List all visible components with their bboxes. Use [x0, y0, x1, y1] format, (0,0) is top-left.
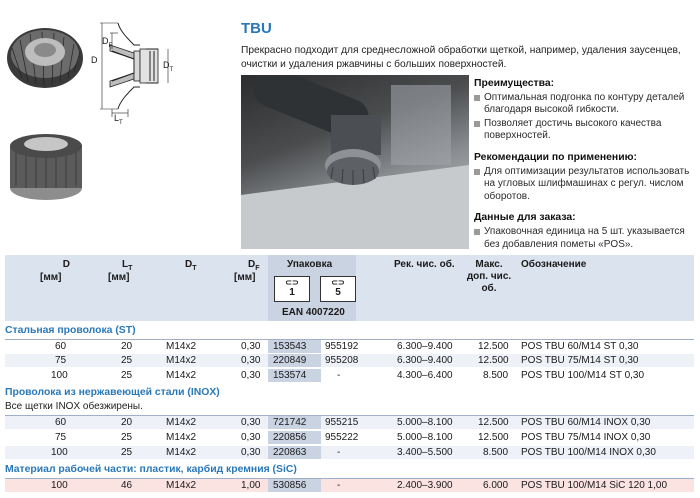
application-photo	[241, 75, 469, 249]
table-row: 100 25 M14x2 0,30 153574 - 4.300–6.400 8.500 POS TBU 100/M14 ST 0,30	[51, 370, 645, 381]
table-row: 75 25 M14x2 0,30 220856 955222 5.000–8.100 12.500 POS TBU 75/M14 INOX 0,30	[55, 432, 651, 443]
section-subtitle-inox: Все щетки INOX обезжирены.	[5, 401, 143, 412]
col-lt-unit: [мм]	[108, 272, 130, 283]
info-panel	[474, 78, 696, 260]
order-info-list	[474, 226, 696, 251]
col-df-unit: [мм]	[234, 272, 256, 283]
section-title-sic: Материал рабочей части: пластик, карбид кремния (SiC)	[5, 464, 297, 475]
drawing-label-df: $D_F$	[102, 36, 113, 49]
advantages-list	[474, 92, 696, 143]
drawing-label-d: D	[91, 55, 98, 65]
table-row: 100 25 M14x2 0,30 220863 - 3.400–5.500 8.500 POS TBU 100/M14 INOX 0,30	[5, 446, 694, 459]
product-title: TBU	[241, 20, 272, 37]
table-row: 60 20 M14x2 0,30 153543 955192 6.300–9.400 12.500 POS TBU 60/M14 ST 0,30	[55, 341, 639, 352]
order-info-title: Данные для заказа:	[474, 212, 576, 224]
col-d-unit: [мм]	[40, 272, 62, 283]
pack-box-1: ⊂⊃ 1	[274, 276, 310, 302]
col-name-header: Обозначение	[521, 259, 587, 270]
pack-box-5: ⊂⊃ 5	[320, 276, 356, 302]
drawing-label-dt: $D_T$	[163, 60, 174, 73]
table-row: 75 25 M14x2 0,30 220849 955208 6.300–9.400 12.500 POS TBU 75/M14 ST 0,30	[5, 354, 694, 367]
list-item: Упаковочная единица на 5 шт. указывается без добавления пометы «POS».	[474, 226, 696, 251]
recommendations-list	[474, 166, 696, 204]
advantages-title: Преимущества:	[474, 78, 555, 89]
table-row: 100 46 M14x2 1,00 530856 - 2.400–3.900 6.000 POS TBU 100/M14 SiC 120 1,00	[5, 479, 694, 492]
section-title-inox: Проволока из нержавеющей стали (INOX)	[5, 387, 220, 398]
col-max-header: Макс. доп. чис. об.	[466, 259, 512, 294]
table-row: 60 20 M14x2 0,30 721742 955215 5.000–8.100 12.500 POS TBU 60/M14 INOX 0,30	[5, 416, 694, 429]
col-dt-header: $D_T$	[185, 259, 197, 272]
sic-cup-brush-image	[4, 128, 88, 204]
col-pack-header: Упаковка	[287, 259, 333, 270]
product-intro: Прекрасно подходит для среднесложной обработки щеткой, например, удаления заусенцев, очистки и удаления ржавчины с больших поверхностей.	[241, 45, 681, 70]
ean-prefix: EAN 4007220	[282, 307, 345, 318]
wire-cup-brush-image	[2, 18, 88, 104]
recommendations-title: Рекомендации по применению:	[474, 151, 637, 163]
drawing-label-lt: $L_T$	[114, 113, 123, 126]
list-item: Позволяет достичь высокого качества поверхностей.	[474, 118, 696, 143]
list-item: Для оптимизации результатов использовать на угловых шлифмашинах с регул. числом оборотов.	[474, 166, 696, 204]
col-df-header: $D_F$	[248, 259, 260, 272]
list-item: Оптимальная подгонка по контуру деталей благодаря высокой гибкости.	[474, 92, 696, 117]
col-rpm-header: Рек. чис. об.	[394, 259, 455, 270]
col-d-header: D	[62, 259, 70, 270]
col-lt-header: $L_T$	[122, 259, 133, 272]
section-title-steel: Стальная проволока (ST)	[5, 325, 136, 336]
